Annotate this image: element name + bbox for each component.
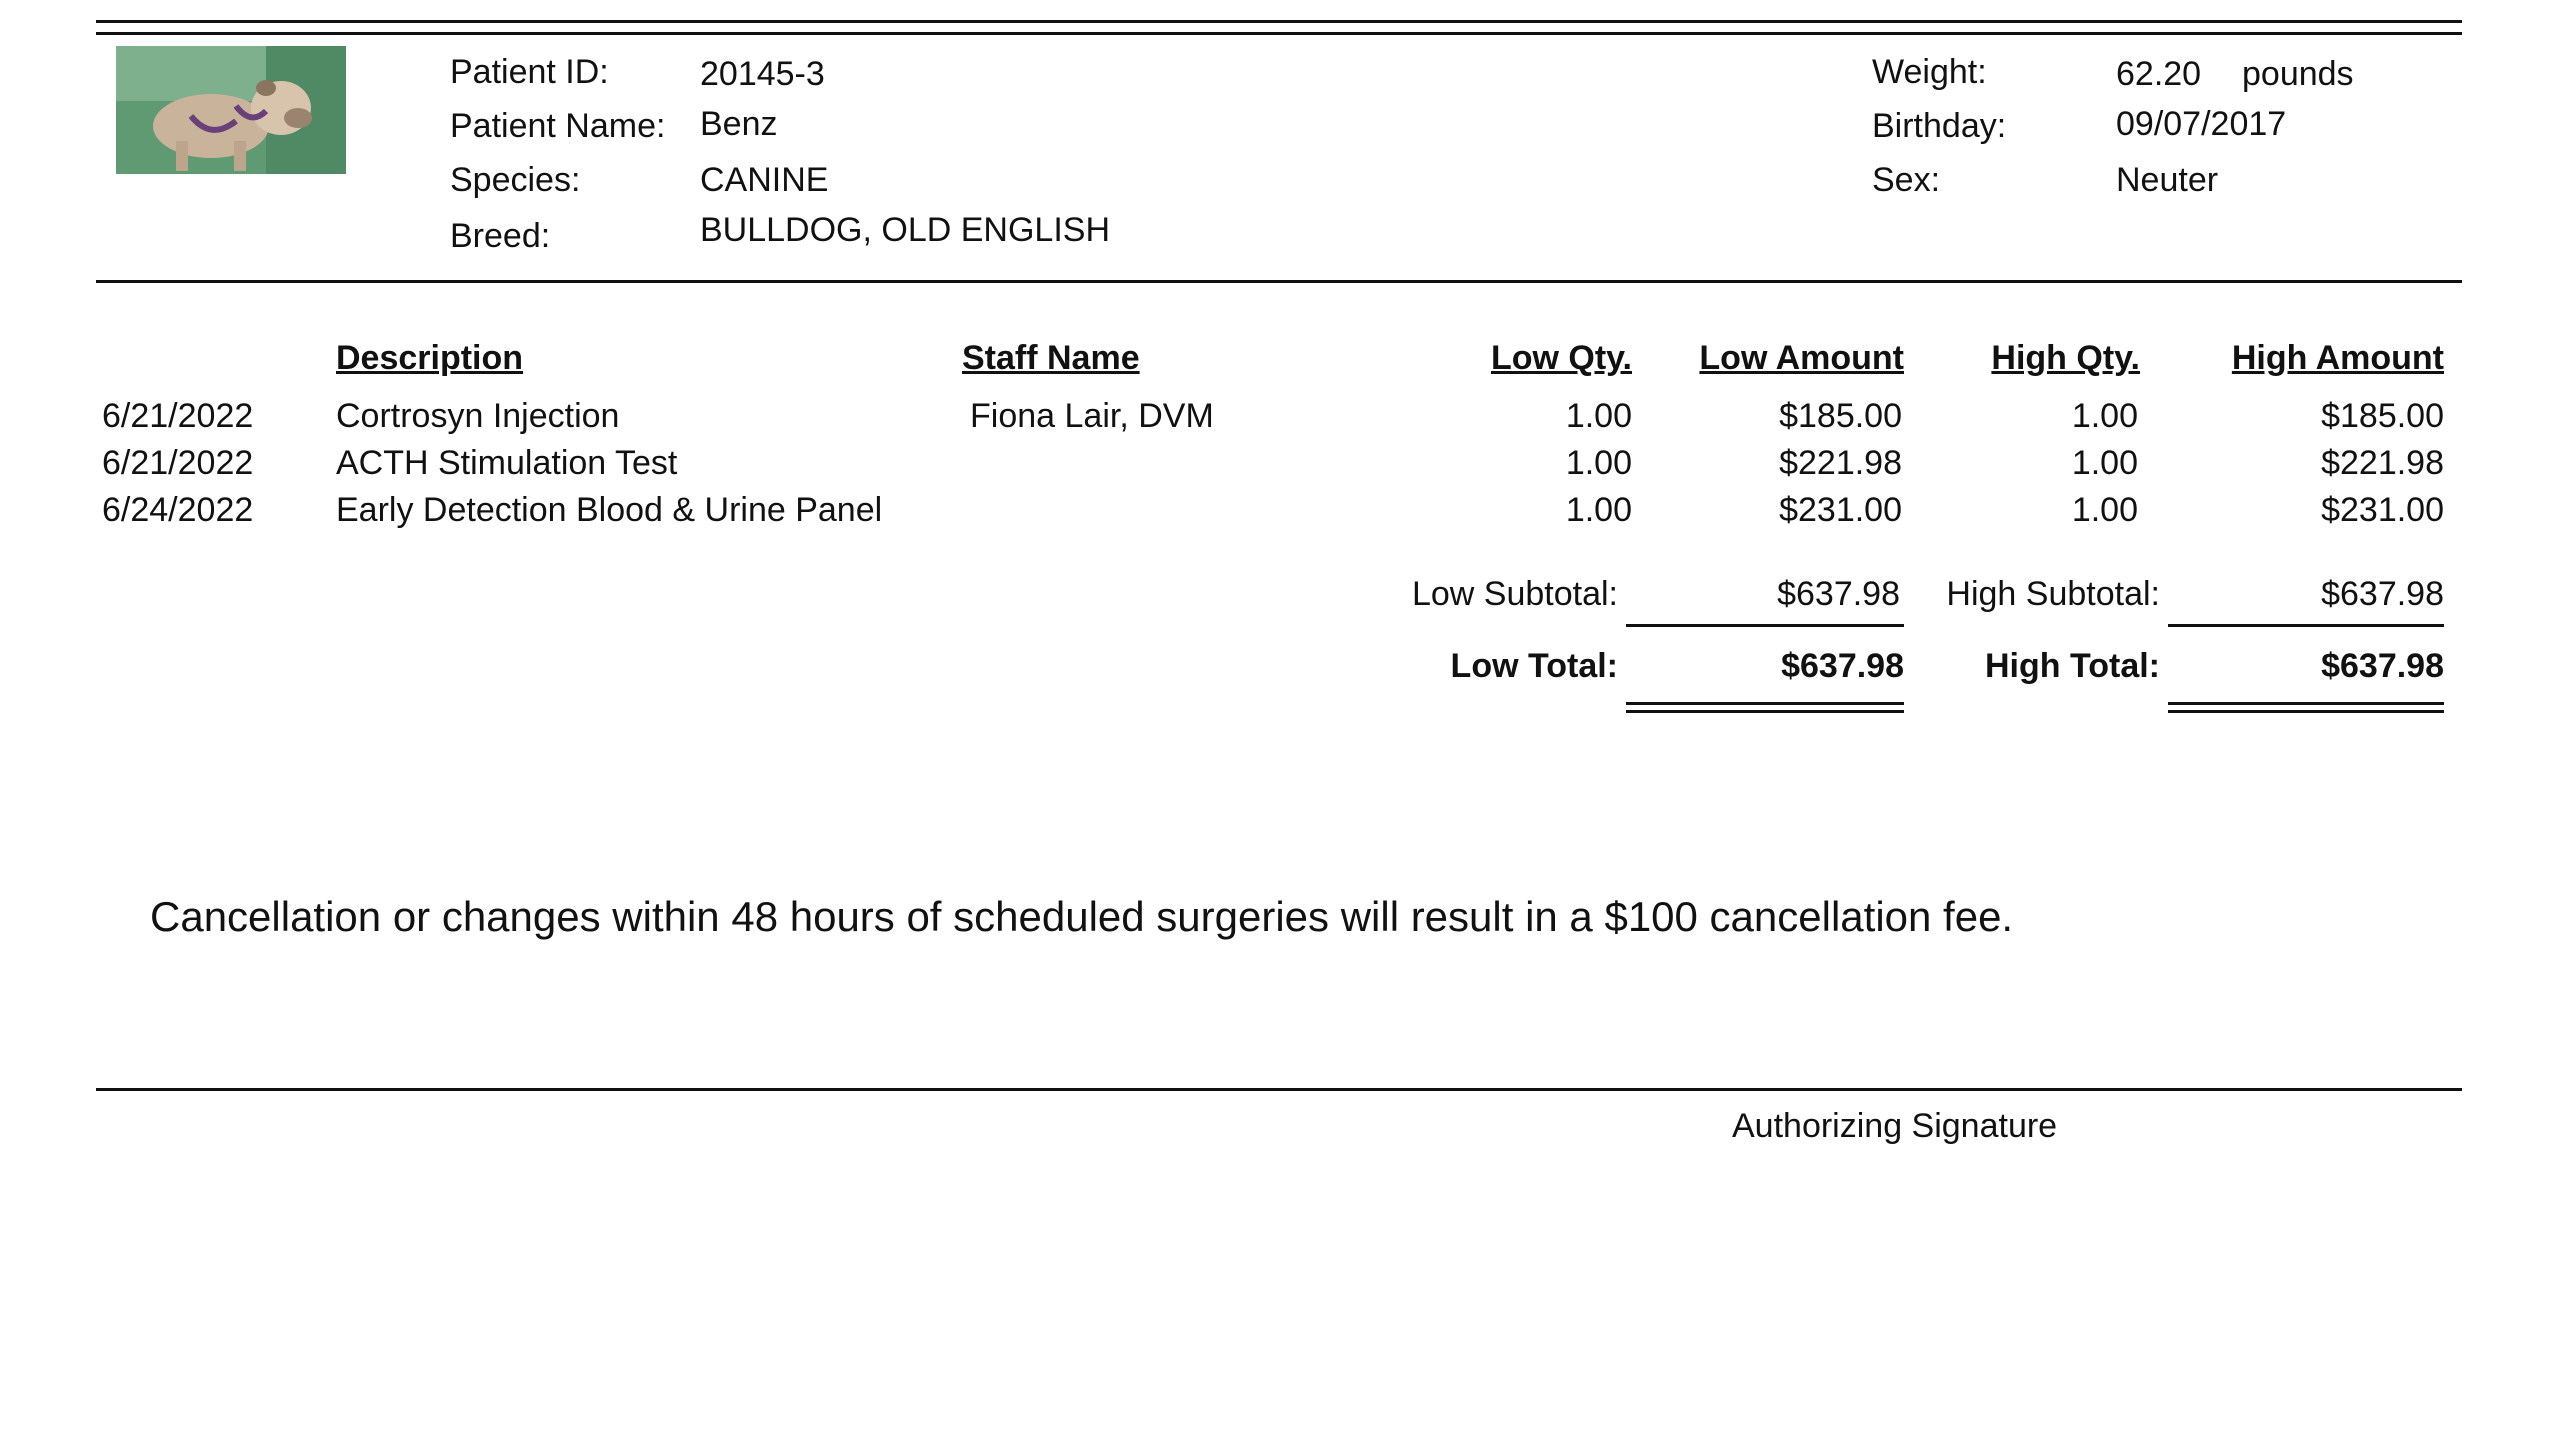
sex-label: Sex: [1872,161,1941,199]
weight-value: 62.20 [2116,55,2202,93]
patient-id-label: Patient ID: [450,53,609,91]
header-low-amount: Low Amount [1699,339,1904,377]
sex-value: Neuter [2116,161,2219,199]
high-subtotal-value: $637.98 [2321,575,2444,613]
row-1-low-qty: 1.00 [1565,397,1632,435]
patient-section-rule [96,280,2462,283]
row-3-description: Early Detection Blood & Urine Panel [336,491,883,529]
header-high-amount: High Amount [2231,339,2444,377]
row-3-date: 6/24/2022 [102,491,254,529]
row-2-low-qty: 1.00 [1565,444,1632,482]
low-subtotal-label: Low Subtotal: [1411,575,1618,613]
high-total-double-underline-top [2168,702,2444,705]
patient-name-value: Benz [700,105,778,143]
low-subtotal-value: $637.98 [1777,575,1900,613]
row-2-low-amount: $221.98 [1779,444,1902,482]
patient-id-value: 20145-3 [700,55,825,93]
row-1-low-amount: $185.00 [1779,397,1902,435]
top-rule-outer [96,20,2462,23]
row-1-date: 6/21/2022 [102,397,254,435]
low-total-double-underline-bottom [1626,710,1904,713]
weight-unit: pounds [2242,55,2354,93]
row-2-high-qty: 1.00 [2071,444,2138,482]
header-staff-name: Staff Name [962,339,1140,377]
row-3-high-qty: 1.00 [2071,491,2138,529]
authorizing-signature-label: Authorizing Signature [1732,1107,2058,1145]
row-1-staff: Fiona Lair, DVM [970,397,1214,435]
row-2-description: ACTH Stimulation Test [336,444,678,482]
high-total-double-underline-bottom [2168,710,2444,713]
dog-photo-icon [116,46,346,174]
weight-label: Weight: [1872,53,1987,91]
low-subtotal-underline [1626,624,1904,627]
row-2-high-amount: $221.98 [2321,444,2444,482]
row-3-low-amount: $231.00 [1779,491,1902,529]
breed-label: Breed: [450,217,551,255]
row-1-high-amount: $185.00 [2321,397,2444,435]
species-value: CANINE [700,161,829,199]
row-1-description: Cortrosyn Injection [336,397,620,435]
birthday-value: 09/07/2017 [2116,105,2287,143]
row-2-date: 6/21/2022 [102,444,254,482]
high-subtotal-label: High Subtotal: [1946,575,2160,613]
high-total-label: High Total: [1985,647,2160,685]
patient-name-label: Patient Name: [450,107,666,145]
low-total-double-underline-top [1626,702,1904,705]
high-total-value: $637.98 [2321,647,2444,685]
low-total-value: $637.98 [1781,647,1904,685]
row-3-high-amount: $231.00 [2321,491,2444,529]
row-1-high-qty: 1.00 [2071,397,2138,435]
row-3-low-qty: 1.00 [1565,491,1632,529]
high-subtotal-underline [2168,624,2444,627]
patient-photo [116,46,346,174]
signature-line [96,1088,2462,1091]
header-high-qty: High Qty. [1991,339,2140,377]
header-low-qty: Low Qty. [1490,339,1632,377]
breed-value: BULLDOG, OLD ENGLISH [700,211,1111,249]
low-total-label: Low Total: [1450,647,1618,685]
birthday-label: Birthday: [1872,107,2007,145]
header-description: Description [336,339,524,377]
cancellation-notice: Cancellation or changes within 48 hours of scheduled surgeries will result in a $100 cancellation fee. [150,893,2014,940]
top-rule-inner [96,32,2462,35]
species-label: Species: [450,161,581,199]
